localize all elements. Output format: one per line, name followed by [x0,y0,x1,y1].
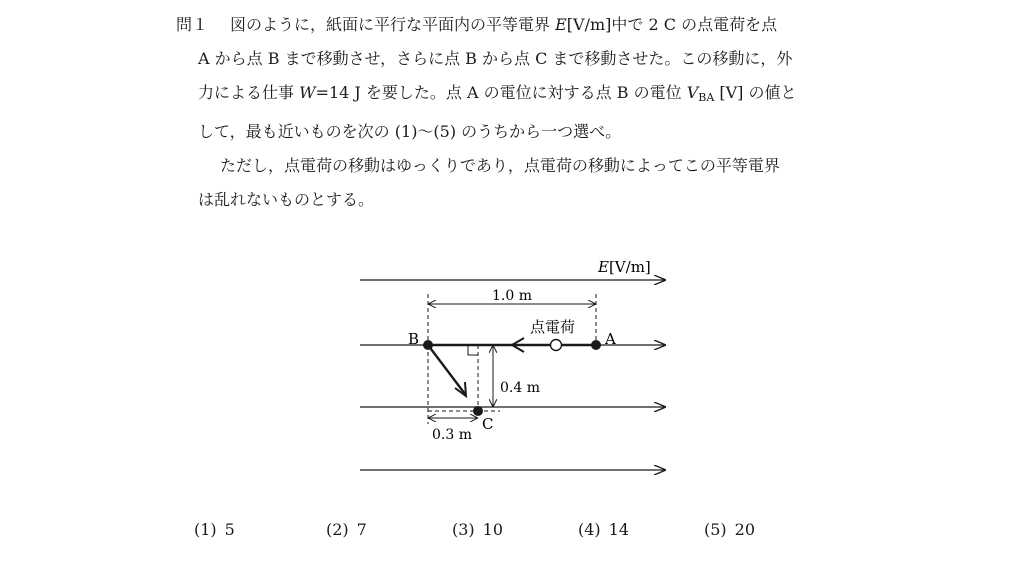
question-line-5: ただし，点電荷の移動はゆっくりであり，点電荷の移動によってこの平等電界 [220,156,780,175]
question-number: 問１ [176,15,209,34]
potential-subscript: BA [698,91,715,104]
work-symbol: W [299,83,316,102]
charge-circle [551,340,562,351]
question-line-2: A から点 B まで移動させ，さらに点 B から点 C まで移動させた。この移動に，外 [198,49,793,68]
question-line-1: 問１ 図のように，紙面に平行な平面内の平等電界 E[V/m]中で 2 C の点電荷を点 [176,8,866,42]
point-a-dot [591,340,601,350]
field-label: E[V/m] [598,258,651,276]
choice-4[interactable]: (4) 14 [578,520,630,539]
distance-ab-label: 1.0 m [492,288,532,304]
point-c-label: C [482,415,494,433]
field-diagram [320,246,680,486]
right-angle-mark [468,345,478,355]
point-b-label: B [408,330,420,348]
question-line-4: して，最も近いものを次の (1)～(5) のうちから一つ選べ。 [198,122,622,141]
distance-vertical-label: 0.4 m [500,380,540,396]
distance-horizontal-label: 0.3 m [432,427,472,443]
choice-2[interactable]: (2) 7 [326,520,367,539]
choice-3[interactable]: (3) 10 [452,520,504,539]
answer-choices [194,520,894,550]
charge-label: 点電荷 [530,318,576,336]
path-b-to-c [428,345,465,394]
choice-5[interactable]: (5) 20 [704,520,756,539]
point-a-label: A [605,330,616,348]
point-b-dot [423,340,433,350]
field-symbol: E [555,15,567,34]
question-line-6: は乱れないものとする。 [198,190,375,209]
choice-1[interactable]: (1) 5 [194,520,235,539]
question-text [176,8,866,217]
question-line-3: 力による仕事 W=14 J を要した。点 A の電位に対する点 B の電位 $V_{BA}$ [V] の値と [198,83,797,104]
potential-symbol: V [686,83,699,102]
